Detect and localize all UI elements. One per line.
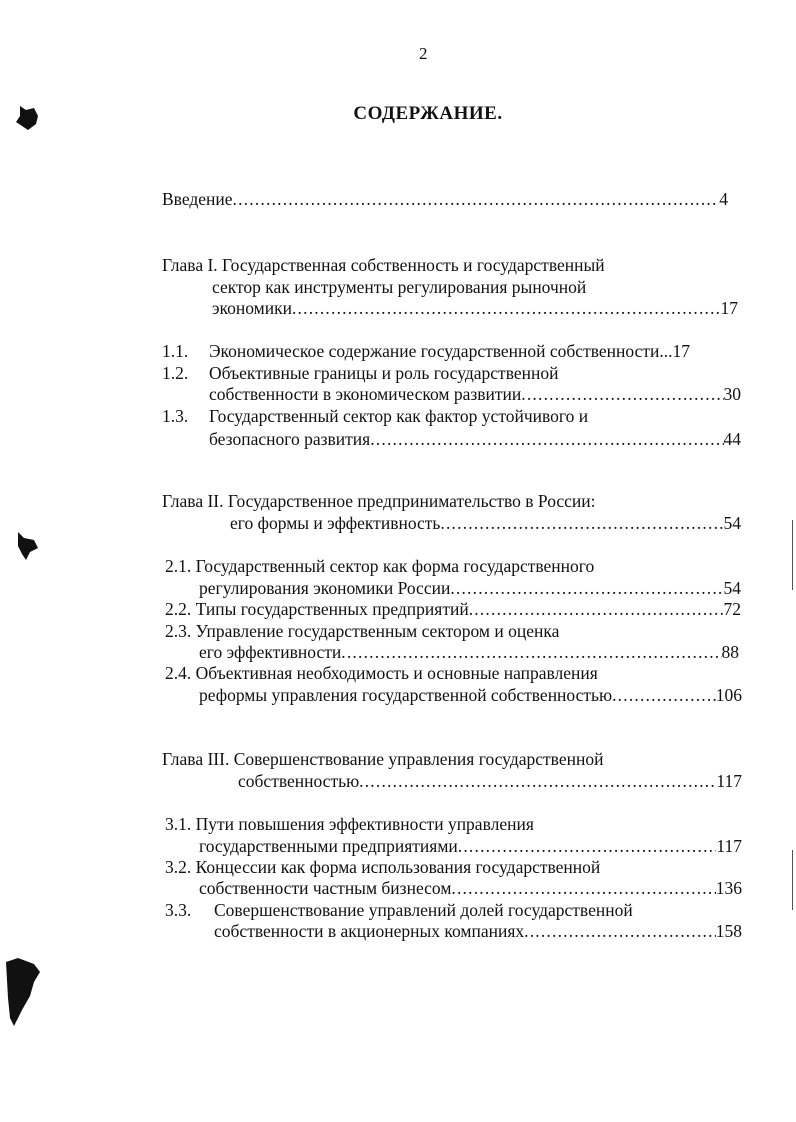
section-1-1-text: Экономическое содержание государственной собственности...17 (209, 341, 690, 361)
section-3-1-line1: 3.1. Пути повышения эффективности управления (165, 814, 534, 834)
section-2-2: 2.2. Типы государственных предприятий ..... 72 (165, 598, 741, 620)
section-3-3-line1: Совершенствование управлений долей государственной (214, 900, 633, 920)
section-2-4-line1: 2.4. Объективная необходимость и основные направления (165, 663, 598, 683)
chapter-3-title-line2: собственностью ..... 117 (238, 770, 742, 792)
section-1-2-line2: собственности в экономическом развитии ..... 30 (209, 383, 741, 405)
chapter-2-title-line2: его формы и эффективность ..... 54 (230, 512, 741, 534)
punch-hole-middle (14, 530, 42, 562)
chapter-3-title-line1: Глава III. Совершенствование управления государственной (162, 749, 604, 769)
section-3-1-line2: государственными предприятиями ..... 117 (199, 835, 742, 857)
scan-edge-line (792, 520, 793, 590)
section-1-3-number: 1.3. (162, 406, 189, 426)
section-1-2-number: 1.2. (162, 363, 189, 383)
section-1-3-line2: безопасного развития ..... 44 (209, 428, 741, 450)
toc-entry-intro: Введение ..... 4 (162, 188, 728, 210)
section-1-3-line1: Государственный сектор как фактор устойчивого и (209, 406, 589, 426)
section-1-1-number: 1.1. (162, 341, 189, 361)
section-2-1-line1: 2.1. Государственный сектор как форма государственного (165, 556, 595, 576)
section-3-2-line1: 3.2. Концессии как форма использования государственной (165, 857, 601, 877)
page-number: 2 (419, 44, 428, 63)
punch-hole-bottom (4, 958, 44, 1030)
chapter-1-title-line1: Глава I. Государственная собственность и государственный (162, 255, 605, 275)
scan-edge-line (792, 850, 793, 910)
chapter-1-title-line2: сектор как инструменты регулирования рыночной (212, 277, 587, 297)
chapter-1-title-line3: экономики ..... 17 (212, 297, 738, 319)
section-2-4-line2: реформы управления государственной собственностью ..... 106 (199, 684, 742, 706)
section-2-1-line2: регулирования экономики России ..... 54 (199, 577, 741, 599)
chapter-2-title-line1: Глава II. Государственное предпринимательство в России: (162, 491, 596, 511)
section-2-3-line2: его эффективности ..... 88 (199, 641, 739, 663)
section-1-2-line1: Объективные границы и роль государственной (209, 363, 559, 383)
section-3-3-line2: собственности в акционерных компаниях ..... 158 (214, 920, 742, 942)
section-3-2-line2: собственности частным бизнесом ..... 136 (199, 877, 742, 899)
section-3-3-number: 3.3. (165, 900, 192, 920)
section-2-3-line1: 2.3. Управление государственным сектором и оценка (165, 621, 560, 641)
page-title: СОДЕРЖАНИЕ. (353, 103, 503, 124)
